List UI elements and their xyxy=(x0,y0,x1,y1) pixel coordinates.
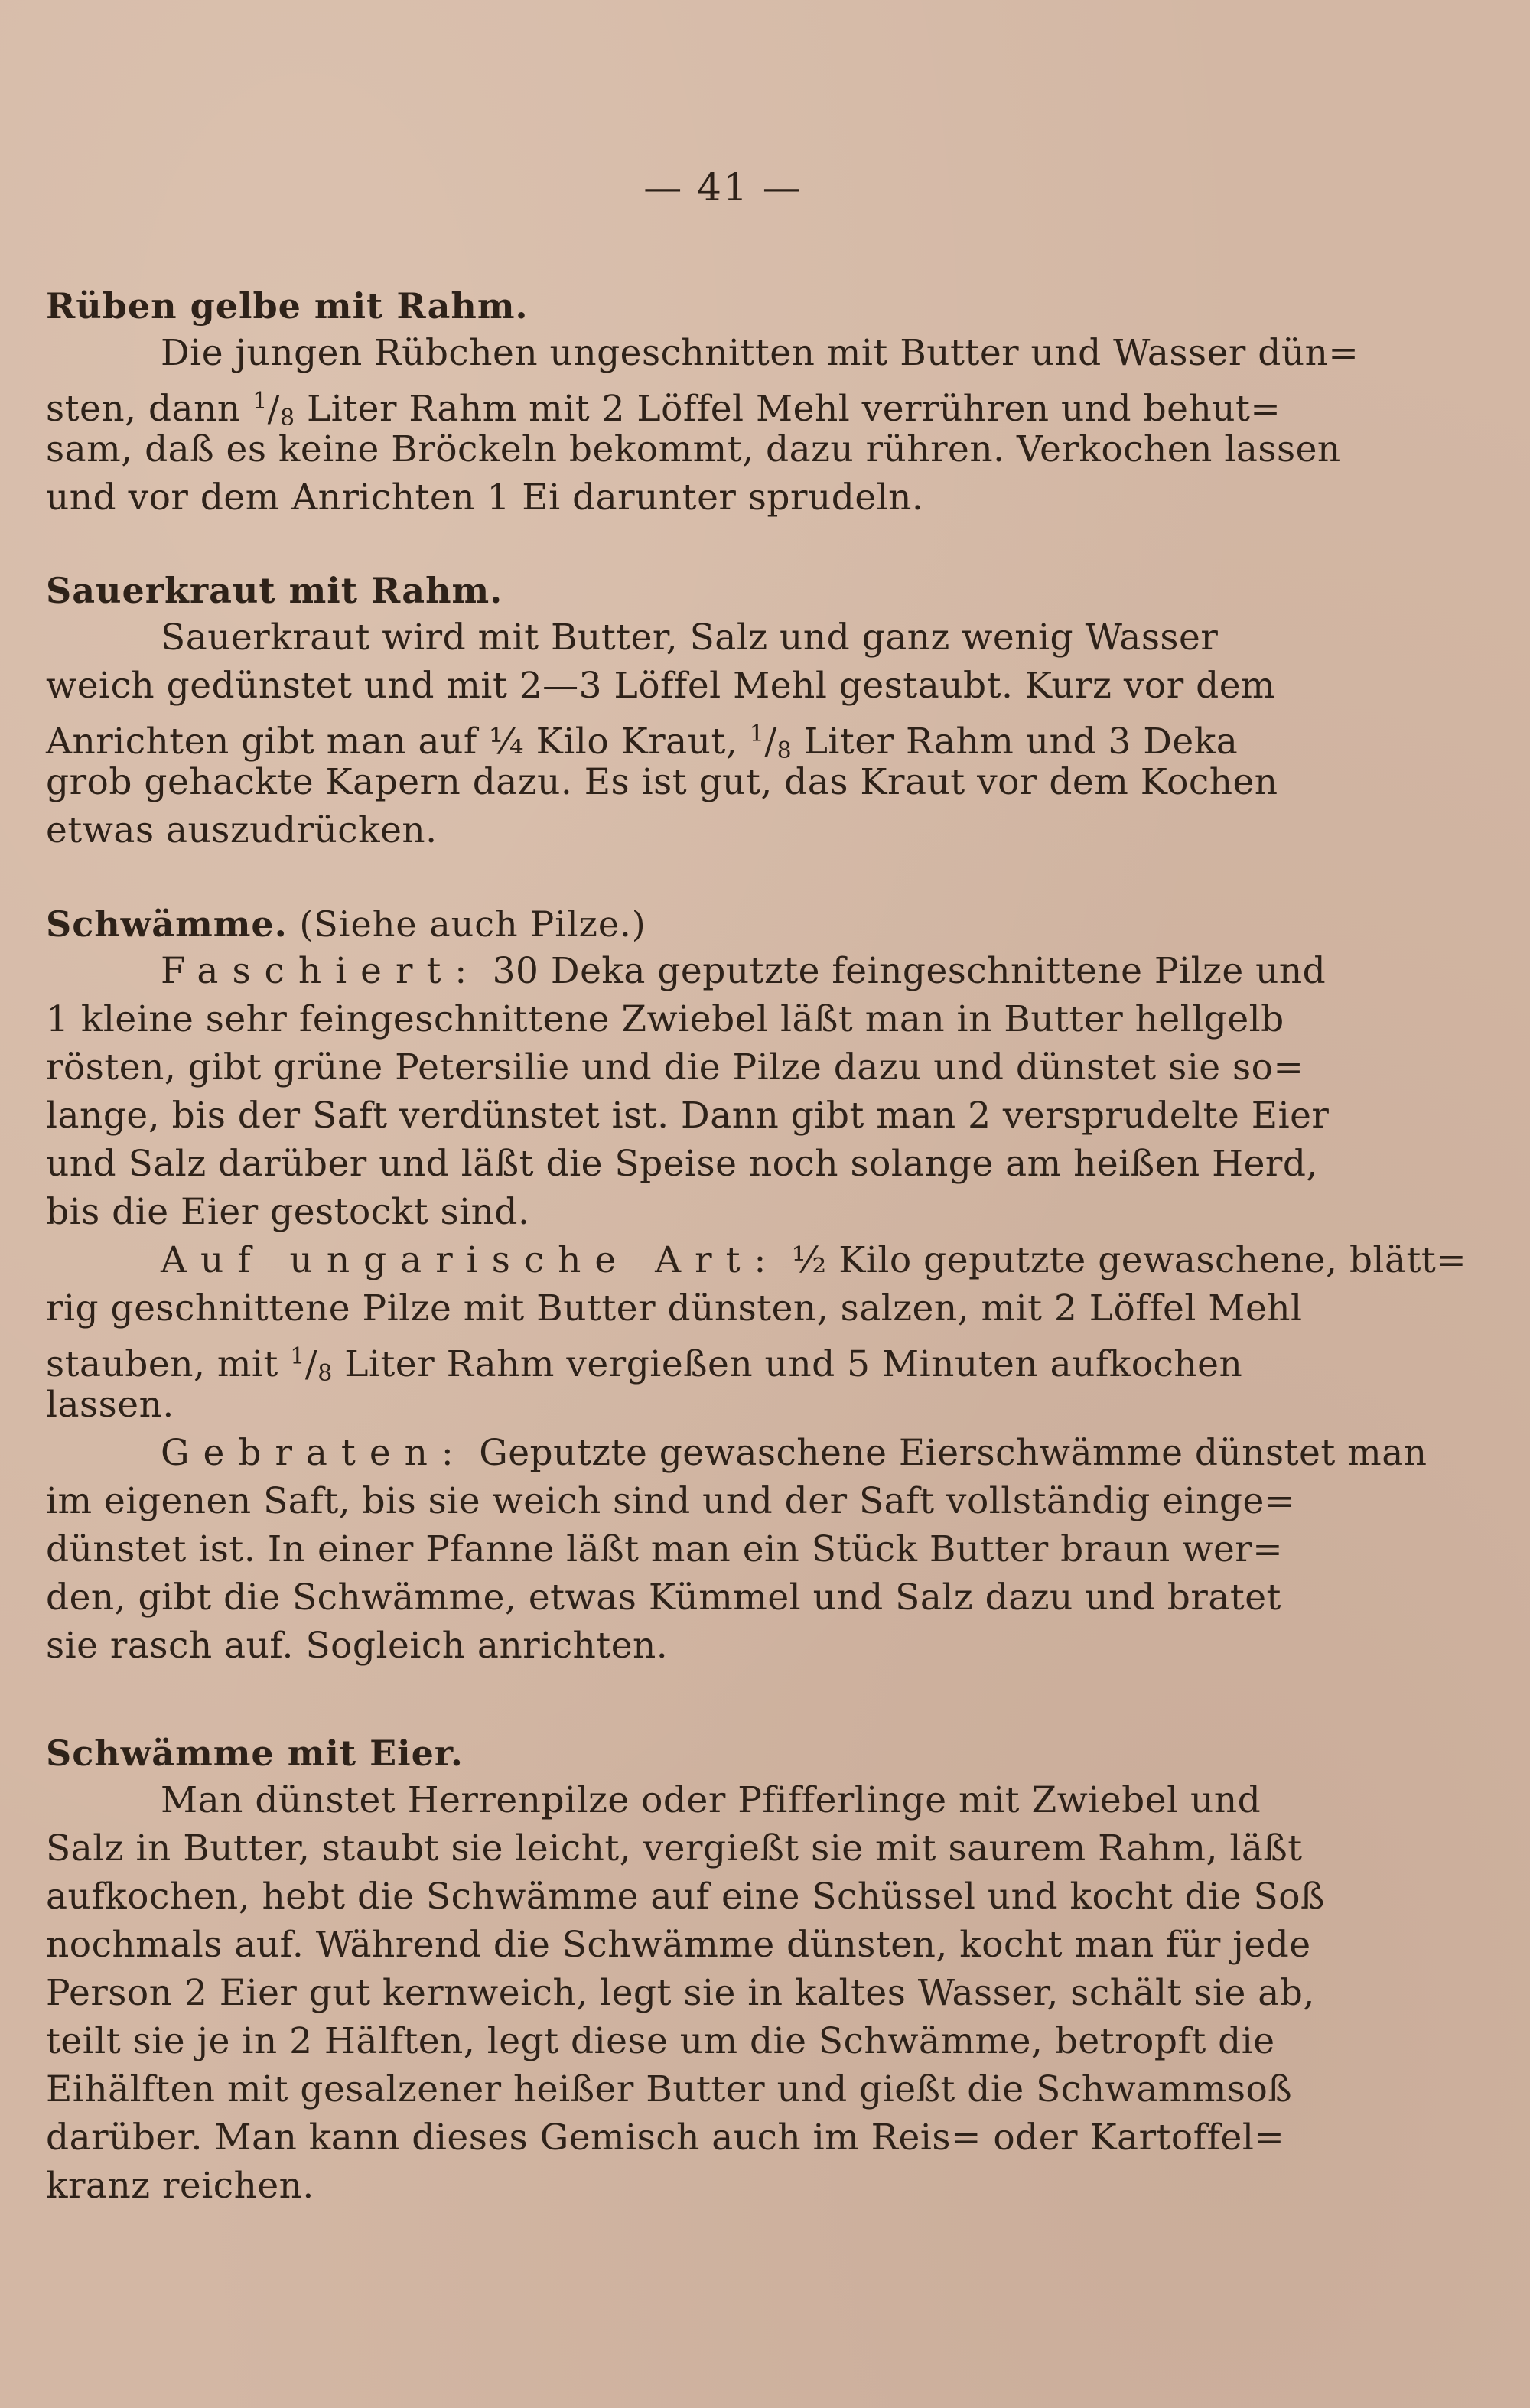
text-line: teilt sie je in 2 Hälften, legt diese um die Schwämme, betropft die xyxy=(46,2020,1275,2062)
spaced-lead: Gebraten: xyxy=(161,1432,467,1474)
text-line: kranz reichen. xyxy=(46,2165,314,2207)
text-line: sam, daß es keine Bröckeln bekommt, dazu rühren. Verkochen lassen xyxy=(46,428,1341,470)
text-line: rösten, gibt grüne Petersilie und die Pilze dazu und dünstet sie so= xyxy=(46,1046,1304,1088)
text-line: Die jungen Rübchen ungeschnitten mit Butter und Wasser dün= xyxy=(161,332,1359,374)
text-line: Sauerkraut wird mit Butter, Salz und ganz wenig Wasser xyxy=(161,617,1219,659)
text-line: nochmals auf. Während die Schwämme dünsten, kocht man für jede xyxy=(46,1924,1311,1966)
text-line: sten, dann $^1/_8$ Liter Rahm mit 2 Löffel Mehl verrühren und behut= xyxy=(46,388,1281,431)
text-line: stauben, mit $^1/_8$ Liter Rahm vergießen und 5 Minuten aufkochen xyxy=(46,1343,1243,1387)
text-line: weich gedünstet und mit 2—3 Löffel Mehl gestaubt. Kurz vor dem xyxy=(46,665,1276,707)
text-line: etwas auszudrücken. xyxy=(46,809,438,851)
book-page xyxy=(46,0,1476,2408)
recipe-title: Sauerkraut mit Rahm. xyxy=(46,570,503,611)
recipe-rueben-gelbe xyxy=(46,283,1476,522)
paragraph-first-line: Faschiert: 30 Deka geputzte feingeschnittene Pilze und xyxy=(161,950,1327,992)
text-line: Man dünstet Herrenpilze oder Pfifferlinge mit Zwiebel und xyxy=(161,1779,1261,1821)
spaced-lead: Faschiert: xyxy=(161,950,481,992)
text-line: grob gehackte Kapern dazu. Es ist gut, das Kraut vor dem Kochen xyxy=(46,761,1278,803)
text-line: lange, bis der Saft verdünstet ist. Dann gibt man 2 versprudelte Eier xyxy=(46,1095,1330,1137)
recipe-sauerkraut xyxy=(46,568,1476,854)
text-line: lassen. xyxy=(46,1384,174,1426)
page-number: — 41 — xyxy=(643,165,802,210)
text-line: Salz in Butter, staubt sie leicht, vergießt sie mit saurem Rahm, läßt xyxy=(46,1827,1303,1869)
recipe-schwaemme-mit-eier xyxy=(46,1730,1476,2210)
recipe-title: Schwämme. (Siehe auch Pilze.) xyxy=(46,903,646,945)
recipe-title-note: (Siehe auch Pilze.) xyxy=(287,903,646,945)
text-line: dünstet ist. In einer Pfanne läßt man ein Stück Butter braun wer= xyxy=(46,1528,1284,1570)
text-line: sie rasch auf. Sogleich anrichten. xyxy=(46,1625,669,1667)
text-line: aufkochen, hebt die Schwämme auf eine Schüssel und kocht die Soß xyxy=(46,1876,1325,1918)
paragraph-first-line: Gebraten: Geputzte gewaschene Eierschwämme dünstet man xyxy=(161,1432,1427,1474)
text-line: Anrichten gibt man auf ¼ Kilo Kraut, $^1/_8$ Liter Rahm und 3 Deka xyxy=(46,721,1239,764)
text-line: 1 kleine sehr feingeschnittene Zwiebel läßt man in Butter hellgelb xyxy=(46,998,1284,1040)
paragraph-first-line: Auf ungarische Art: ½ Kilo geputzte gewaschene, blätt= xyxy=(161,1239,1467,1281)
text-line: Eihälften mit gesalzener heißer Butter und gießt die Schwammsoß xyxy=(46,2068,1293,2110)
recipe-title: Schwämme mit Eier. xyxy=(46,1733,464,1774)
recipe-schwaemme xyxy=(46,901,1476,1670)
text-line: den, gibt die Schwämme, etwas Kümmel und Salz dazu und bratet xyxy=(46,1577,1281,1619)
text-line: und Salz darüber und läßt die Speise noch solange am heißen Herd, xyxy=(46,1143,1318,1185)
text-line: Person 2 Eier gut kernweich, legt sie in kaltes Wasser, schält sie ab, xyxy=(46,1972,1315,2014)
text-line: bis die Eier gestockt sind. xyxy=(46,1191,530,1233)
text-line: im eigenen Saft, bis sie weich sind und der Saft vollständig einge= xyxy=(46,1480,1295,1522)
text-line: darüber. Man kann dieses Gemisch auch im Reis= oder Kartoffel= xyxy=(46,2117,1285,2159)
recipe-title: Rüben gelbe mit Rahm. xyxy=(46,285,529,327)
text-line: und vor dem Anrichten 1 Ei darunter sprudeln. xyxy=(46,477,924,519)
text-line: rig geschnittene Pilze mit Butter dünsten, salzen, mit 2 Löffel Mehl xyxy=(46,1287,1303,1329)
spaced-lead: Auf ungarische Art: xyxy=(161,1239,780,1281)
